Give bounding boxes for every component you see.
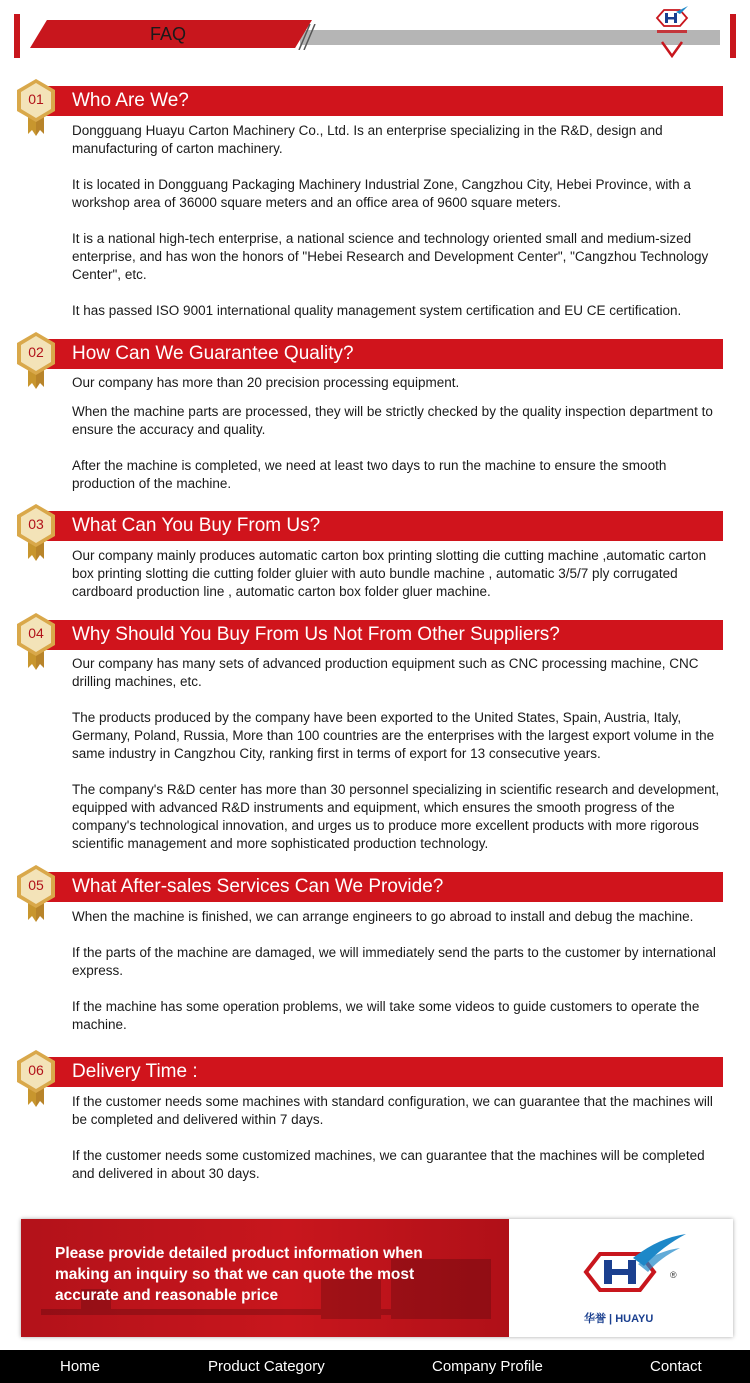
gold-badge-icon — [14, 612, 58, 670]
nav-home[interactable]: Home — [60, 1358, 101, 1375]
section-number: 02 — [28, 344, 44, 360]
section-title: What After-sales Services Can We Provide? — [72, 876, 444, 897]
inquiry-banner-text: Please provide detailed product information when making an inquiry so that we can quote the most accurate and reasonable price — [55, 1245, 423, 1304]
header-right-accent — [730, 14, 736, 58]
section-paragraph: The company's R&D center has more than 30 personnel specializing in scientific research and development, equipped with advanced R&D instruments and equipment, which ensures the smooth progress of the company's technological innovation, and urges us to produce more excellent products with more rigorous scientific management and more sophisticated production technology. — [72, 782, 720, 851]
section-paragraph: Our company has more than 20 precision processing equipment. — [72, 375, 460, 390]
section-title: Why Should You Buy From Us Not From Other Suppliers? — [72, 624, 560, 645]
section-number: 04 — [28, 625, 44, 641]
header-slash-decoration — [296, 24, 316, 50]
section-paragraph: The products produced by the company have been exported to the United States, Spain, Austria, Italy, Germany, Poland, Russia, More than 100 countries are the enterprises with the largest export volume in the same industry in Cangzhou City, ranking first in terms of export for 13 consecutive years. — [72, 710, 715, 761]
page-title: FAQ — [150, 24, 187, 44]
section-title: Delivery Time : — [72, 1061, 198, 1082]
section-paragraph: Dongguang Huayu Carton Machinery Co., Ltd. Is an enterprise specializing in the R&D, design and manufacturing of carton machinery. — [72, 123, 663, 156]
bottom-nav — [0, 1350, 750, 1383]
header-left-accent — [14, 14, 20, 58]
section-paragraph: It is a national high-tech enterprise, a national science and technology oriented small and medium-sized enterprise, and has won the honors of "Hebei Research and Development Center", "Cangzhou Technology Center", etc. — [72, 231, 709, 282]
section-number: 03 — [28, 516, 44, 532]
huayu-logo-icon — [654, 4, 690, 58]
section-number: 05 — [28, 877, 44, 893]
section-paragraph: After the machine is completed, we need at least two days to run the machine to ensure the smooth production of the machine. — [72, 458, 667, 491]
section-title: Who Are We? — [72, 90, 189, 111]
gold-badge-icon — [14, 331, 58, 389]
section-paragraph: When the machine is finished, we can arrange engineers to go abroad to install and debug the machine. — [72, 909, 694, 924]
section-number: 01 — [28, 91, 44, 107]
section-paragraph: When the machine parts are processed, they will be strictly checked by the quality inspection department to ensure the accuracy and quality. — [72, 404, 713, 437]
nav-contact[interactable]: Contact — [650, 1358, 702, 1375]
gold-badge-icon — [14, 78, 58, 136]
nav-company-profile[interactable]: Company Profile — [432, 1358, 543, 1375]
gold-badge-icon — [14, 1049, 58, 1107]
section-paragraph: Our company mainly produces automatic carton box printing slotting die cutting machine ,automatic carton box printing slotting die cutting folder gluier with auto bundle machine , automatic 3/5/7 ply corrugated cardboard production line , automatic carton box folder gluer machine. — [72, 548, 707, 599]
gold-badge-icon — [14, 503, 58, 561]
section-paragraph: If the customer needs some machines with standard configuration, we can guarantee that the machines will be completed and delivered within 7 days. — [72, 1094, 713, 1127]
registered-mark: ® — [670, 1270, 677, 1280]
section-title: How Can We Guarantee Quality? — [72, 343, 354, 364]
section-paragraph: If the customer needs some customized machines, we can guarantee that the machines will be completed and delivered in about 30 days. — [72, 1148, 705, 1181]
section-paragraph: If the parts of the machine are damaged, we will immediately send the parts to the customer by international express. — [72, 945, 716, 978]
section-paragraph: If the machine has some operation problems, we will take some videos to guide customers to operate the machine. — [72, 999, 700, 1032]
section-title: What Can You Buy From Us? — [72, 515, 321, 536]
section-paragraph: It is located in Dongguang Packaging Machinery Industrial Zone, Cangzhou City, Hebei Province, with a workshop area of 36000 square meters and an office area of 9600 square meters. — [72, 177, 691, 210]
huayu-brand-logo-icon — [578, 1232, 688, 1328]
section-paragraph: It has passed ISO 9001 international quality management system certification and EU CE certification. — [72, 303, 682, 318]
section-number: 06 — [28, 1062, 44, 1078]
gold-badge-icon — [14, 864, 58, 922]
section-paragraph: Our company has many sets of advanced production equipment such as CNC processing machine, CNC drilling machines, etc. — [72, 656, 699, 689]
brand-name: 华誉 | HUAYU — [584, 1313, 654, 1325]
nav-product-category[interactable]: Product Category — [208, 1358, 325, 1375]
